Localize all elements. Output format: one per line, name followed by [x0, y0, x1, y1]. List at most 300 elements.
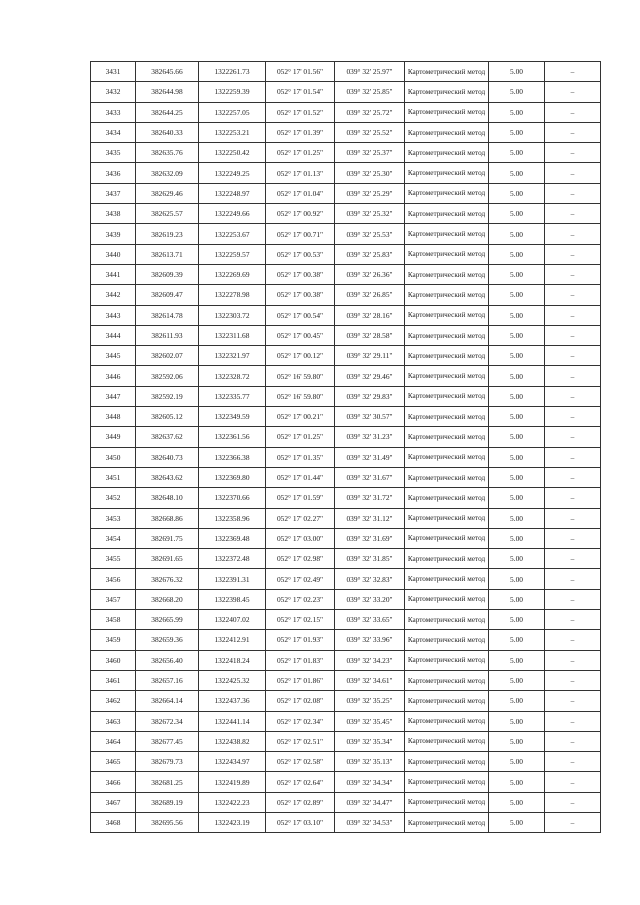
note-cell: –	[545, 731, 601, 751]
latitude-cell: 052° 17' 01.52"	[266, 102, 335, 122]
method-cell: Картометрический метод	[405, 346, 489, 366]
note-cell: –	[545, 508, 601, 528]
y-coordinate-cell: 1322249.66	[199, 204, 266, 224]
accuracy-cell: 5.00	[489, 264, 545, 284]
point-number-cell: 3438	[91, 204, 136, 224]
latitude-cell: 052° 17' 01.04"	[266, 183, 335, 203]
point-number-cell: 3451	[91, 467, 136, 487]
longitude-cell: 039° 32' 25.83"	[335, 244, 405, 264]
longitude-cell: 039° 32' 31.23"	[335, 427, 405, 447]
y-coordinate-cell: 1322391.31	[199, 569, 266, 589]
latitude-cell: 052° 17' 02.64"	[266, 772, 335, 792]
method-cell: Картометрический метод	[405, 163, 489, 183]
longitude-cell: 039° 32' 33.20"	[335, 589, 405, 609]
y-coordinate-cell: 1322369.80	[199, 467, 266, 487]
note-cell: –	[545, 386, 601, 406]
table-row	[91, 812, 601, 832]
y-coordinate-cell: 1322321.97	[199, 346, 266, 366]
latitude-cell: 052° 17' 00.54"	[266, 305, 335, 325]
point-number-cell: 3431	[91, 62, 136, 82]
method-cell: Картометрический метод	[405, 630, 489, 650]
point-number-cell: 3463	[91, 711, 136, 731]
note-cell: –	[545, 366, 601, 386]
method-cell: Картометрический метод	[405, 143, 489, 163]
table-row	[91, 447, 601, 467]
x-coordinate-cell: 382611.93	[136, 325, 199, 345]
accuracy-cell: 5.00	[489, 325, 545, 345]
note-cell: –	[545, 569, 601, 589]
point-number-cell: 3462	[91, 691, 136, 711]
note-cell: –	[545, 691, 601, 711]
x-coordinate-cell: 382613.71	[136, 244, 199, 264]
y-coordinate-cell: 1322303.72	[199, 305, 266, 325]
point-number-cell: 3448	[91, 407, 136, 427]
accuracy-cell: 5.00	[489, 549, 545, 569]
point-number-cell: 3446	[91, 366, 136, 386]
accuracy-cell: 5.00	[489, 285, 545, 305]
y-coordinate-cell: 1322423.19	[199, 812, 266, 832]
accuracy-cell: 5.00	[489, 143, 545, 163]
y-coordinate-cell: 1322349.59	[199, 407, 266, 427]
table-row	[91, 792, 601, 812]
note-cell: –	[545, 427, 601, 447]
longitude-cell: 039° 32' 25.97"	[335, 62, 405, 82]
note-cell: –	[545, 204, 601, 224]
method-cell: Картометрический метод	[405, 407, 489, 427]
accuracy-cell: 5.00	[489, 691, 545, 711]
x-coordinate-cell: 382619.23	[136, 224, 199, 244]
x-coordinate-cell: 382643.62	[136, 467, 199, 487]
note-cell: –	[545, 143, 601, 163]
latitude-cell: 052° 17' 01.35"	[266, 447, 335, 467]
y-coordinate-cell: 1322438.82	[199, 731, 266, 751]
accuracy-cell: 5.00	[489, 244, 545, 264]
x-coordinate-cell: 382665.99	[136, 610, 199, 630]
y-coordinate-cell: 1322361.56	[199, 427, 266, 447]
accuracy-cell: 5.00	[489, 183, 545, 203]
table-row	[91, 549, 601, 569]
accuracy-cell: 5.00	[489, 812, 545, 832]
note-cell: –	[545, 244, 601, 264]
accuracy-cell: 5.00	[489, 62, 545, 82]
x-coordinate-cell: 382691.65	[136, 549, 199, 569]
point-number-cell: 3434	[91, 122, 136, 142]
accuracy-cell: 5.00	[489, 447, 545, 467]
x-coordinate-cell: 382657.16	[136, 670, 199, 690]
note-cell: –	[545, 285, 601, 305]
y-coordinate-cell: 1322441.14	[199, 711, 266, 731]
latitude-cell: 052° 17' 01.59"	[266, 488, 335, 508]
method-cell: Картометрический метод	[405, 183, 489, 203]
table-row	[91, 285, 601, 305]
longitude-cell: 039° 32' 31.49"	[335, 447, 405, 467]
note-cell: –	[545, 630, 601, 650]
longitude-cell: 039° 32' 31.67"	[335, 467, 405, 487]
x-coordinate-cell: 382679.73	[136, 752, 199, 772]
y-coordinate-cell: 1322335.77	[199, 386, 266, 406]
point-number-cell: 3466	[91, 772, 136, 792]
x-coordinate-cell: 382656.40	[136, 650, 199, 670]
table-row	[91, 122, 601, 142]
method-cell: Картометрический метод	[405, 386, 489, 406]
method-cell: Картометрический метод	[405, 772, 489, 792]
point-number-cell: 3460	[91, 650, 136, 670]
note-cell: –	[545, 650, 601, 670]
longitude-cell: 039° 32' 25.29"	[335, 183, 405, 203]
table-row	[91, 467, 601, 487]
y-coordinate-cell: 1322253.21	[199, 122, 266, 142]
point-number-cell: 3442	[91, 285, 136, 305]
method-cell: Картометрический метод	[405, 670, 489, 690]
x-coordinate-cell: 382592.06	[136, 366, 199, 386]
table-row	[91, 325, 601, 345]
point-number-cell: 3433	[91, 102, 136, 122]
method-cell: Картометрический метод	[405, 731, 489, 751]
method-cell: Картометрический метод	[405, 589, 489, 609]
y-coordinate-cell: 1322434.97	[199, 752, 266, 772]
x-coordinate-cell: 382609.47	[136, 285, 199, 305]
accuracy-cell: 5.00	[489, 508, 545, 528]
latitude-cell: 052° 17' 00.45"	[266, 325, 335, 345]
latitude-cell: 052° 17' 00.38"	[266, 285, 335, 305]
latitude-cell: 052° 17' 01.25"	[266, 427, 335, 447]
y-coordinate-cell: 1322248.97	[199, 183, 266, 203]
longitude-cell: 039° 32' 34.61"	[335, 670, 405, 690]
latitude-cell: 052° 16' 59.80"	[266, 366, 335, 386]
longitude-cell: 039° 32' 25.52"	[335, 122, 405, 142]
table-row	[91, 407, 601, 427]
point-number-cell: 3437	[91, 183, 136, 203]
latitude-cell: 052° 17' 00.53"	[266, 244, 335, 264]
note-cell: –	[545, 752, 601, 772]
longitude-cell: 039° 32' 31.69"	[335, 528, 405, 548]
note-cell: –	[545, 224, 601, 244]
note-cell: –	[545, 610, 601, 630]
longitude-cell: 039° 32' 35.13"	[335, 752, 405, 772]
accuracy-cell: 5.00	[489, 427, 545, 447]
point-number-cell: 3441	[91, 264, 136, 284]
point-number-cell: 3458	[91, 610, 136, 630]
table-row	[91, 630, 601, 650]
note-cell: –	[545, 447, 601, 467]
table-row	[91, 508, 601, 528]
table-row	[91, 650, 601, 670]
table-row	[91, 691, 601, 711]
table-row	[91, 183, 601, 203]
accuracy-cell: 5.00	[489, 204, 545, 224]
x-coordinate-cell: 382592.19	[136, 386, 199, 406]
table-row	[91, 143, 601, 163]
latitude-cell: 052° 17' 02.58"	[266, 752, 335, 772]
point-number-cell: 3436	[91, 163, 136, 183]
coordinates-table	[90, 61, 601, 833]
y-coordinate-cell: 1322418.24	[199, 650, 266, 670]
accuracy-cell: 5.00	[489, 752, 545, 772]
note-cell: –	[545, 325, 601, 345]
point-number-cell: 3456	[91, 569, 136, 589]
table-row	[91, 427, 601, 447]
y-coordinate-cell: 1322369.48	[199, 528, 266, 548]
longitude-cell: 039° 32' 33.96"	[335, 630, 405, 650]
x-coordinate-cell: 382659.36	[136, 630, 199, 650]
accuracy-cell: 5.00	[489, 224, 545, 244]
latitude-cell: 052° 17' 02.89"	[266, 792, 335, 812]
point-number-cell: 3432	[91, 82, 136, 102]
note-cell: –	[545, 305, 601, 325]
note-cell: –	[545, 102, 601, 122]
latitude-cell: 052° 17' 03.00"	[266, 528, 335, 548]
table-row	[91, 589, 601, 609]
note-cell: –	[545, 183, 601, 203]
method-cell: Картометрический метод	[405, 285, 489, 305]
longitude-cell: 039° 32' 25.72"	[335, 102, 405, 122]
y-coordinate-cell: 1322261.73	[199, 62, 266, 82]
x-coordinate-cell: 382602.07	[136, 346, 199, 366]
point-number-cell: 3447	[91, 386, 136, 406]
y-coordinate-cell: 1322407.02	[199, 610, 266, 630]
note-cell: –	[545, 122, 601, 142]
point-number-cell: 3461	[91, 670, 136, 690]
y-coordinate-cell: 1322257.05	[199, 102, 266, 122]
table-row	[91, 752, 601, 772]
note-cell: –	[545, 346, 601, 366]
x-coordinate-cell: 382609.39	[136, 264, 199, 284]
longitude-cell: 039° 32' 35.25"	[335, 691, 405, 711]
longitude-cell: 039° 32' 29.83"	[335, 386, 405, 406]
table-row	[91, 102, 601, 122]
method-cell: Картометрический метод	[405, 447, 489, 467]
y-coordinate-cell: 1322425.32	[199, 670, 266, 690]
latitude-cell: 052° 17' 02.27"	[266, 508, 335, 528]
latitude-cell: 052° 17' 01.39"	[266, 122, 335, 142]
longitude-cell: 039° 32' 25.53"	[335, 224, 405, 244]
note-cell: –	[545, 467, 601, 487]
method-cell: Картометрический метод	[405, 102, 489, 122]
method-cell: Картометрический метод	[405, 508, 489, 528]
x-coordinate-cell: 382640.33	[136, 122, 199, 142]
point-number-cell: 3439	[91, 224, 136, 244]
longitude-cell: 039° 32' 34.23"	[335, 650, 405, 670]
method-cell: Картометрический метод	[405, 82, 489, 102]
note-cell: –	[545, 62, 601, 82]
accuracy-cell: 5.00	[489, 630, 545, 650]
note-cell: –	[545, 792, 601, 812]
point-number-cell: 3457	[91, 589, 136, 609]
accuracy-cell: 5.00	[489, 305, 545, 325]
latitude-cell: 052° 17' 01.25"	[266, 143, 335, 163]
y-coordinate-cell: 1322437.36	[199, 691, 266, 711]
method-cell: Картометрический метод	[405, 528, 489, 548]
accuracy-cell: 5.00	[489, 407, 545, 427]
method-cell: Картометрический метод	[405, 224, 489, 244]
point-number-cell: 3455	[91, 549, 136, 569]
method-cell: Картометрический метод	[405, 569, 489, 589]
table-row	[91, 528, 601, 548]
method-cell: Картометрический метод	[405, 244, 489, 264]
table-row	[91, 305, 601, 325]
point-number-cell: 3467	[91, 792, 136, 812]
method-cell: Картометрический метод	[405, 691, 489, 711]
longitude-cell: 039° 32' 34.47"	[335, 792, 405, 812]
accuracy-cell: 5.00	[489, 122, 545, 142]
longitude-cell: 039° 32' 35.34"	[335, 731, 405, 751]
x-coordinate-cell: 382644.25	[136, 102, 199, 122]
x-coordinate-cell: 382605.12	[136, 407, 199, 427]
method-cell: Картометрический метод	[405, 711, 489, 731]
point-number-cell: 3459	[91, 630, 136, 650]
x-coordinate-cell: 382645.66	[136, 62, 199, 82]
y-coordinate-cell: 1322269.69	[199, 264, 266, 284]
table-row	[91, 731, 601, 751]
accuracy-cell: 5.00	[489, 670, 545, 690]
note-cell: –	[545, 549, 601, 569]
note-cell: –	[545, 264, 601, 284]
x-coordinate-cell: 382681.25	[136, 772, 199, 792]
x-coordinate-cell: 382668.20	[136, 589, 199, 609]
table-row	[91, 346, 601, 366]
x-coordinate-cell: 382668.86	[136, 508, 199, 528]
x-coordinate-cell: 382637.62	[136, 427, 199, 447]
method-cell: Картометрический метод	[405, 325, 489, 345]
y-coordinate-cell: 1322422.23	[199, 792, 266, 812]
longitude-cell: 039° 32' 25.85"	[335, 82, 405, 102]
latitude-cell: 052° 17' 03.10"	[266, 812, 335, 832]
method-cell: Картометрический метод	[405, 488, 489, 508]
longitude-cell: 039° 32' 31.12"	[335, 508, 405, 528]
longitude-cell: 039° 32' 31.72"	[335, 488, 405, 508]
table-row	[91, 244, 601, 264]
table-row	[91, 366, 601, 386]
y-coordinate-cell: 1322278.98	[199, 285, 266, 305]
longitude-cell: 039° 32' 25.30"	[335, 163, 405, 183]
y-coordinate-cell: 1322250.42	[199, 143, 266, 163]
note-cell: –	[545, 163, 601, 183]
table-row	[91, 711, 601, 731]
latitude-cell: 052° 17' 01.56"	[266, 62, 335, 82]
accuracy-cell: 5.00	[489, 589, 545, 609]
latitude-cell: 052° 17' 01.93"	[266, 630, 335, 650]
table-row	[91, 204, 601, 224]
note-cell: –	[545, 82, 601, 102]
method-cell: Картометрический метод	[405, 792, 489, 812]
table-row	[91, 386, 601, 406]
accuracy-cell: 5.00	[489, 772, 545, 792]
accuracy-cell: 5.00	[489, 569, 545, 589]
latitude-cell: 052° 17' 00.21"	[266, 407, 335, 427]
longitude-cell: 039° 32' 25.32"	[335, 204, 405, 224]
method-cell: Картометрический метод	[405, 264, 489, 284]
x-coordinate-cell: 382644.98	[136, 82, 199, 102]
method-cell: Картометрический метод	[405, 122, 489, 142]
accuracy-cell: 5.00	[489, 467, 545, 487]
latitude-cell: 052° 16' 59.80"	[266, 386, 335, 406]
accuracy-cell: 5.00	[489, 650, 545, 670]
x-coordinate-cell: 382629.46	[136, 183, 199, 203]
y-coordinate-cell: 1322259.57	[199, 244, 266, 264]
point-number-cell: 3453	[91, 508, 136, 528]
point-number-cell: 3454	[91, 528, 136, 548]
point-number-cell: 3452	[91, 488, 136, 508]
longitude-cell: 039° 32' 32.83"	[335, 569, 405, 589]
y-coordinate-cell: 1322398.45	[199, 589, 266, 609]
table-row	[91, 82, 601, 102]
latitude-cell: 052° 17' 02.34"	[266, 711, 335, 731]
longitude-cell: 039° 32' 26.85"	[335, 285, 405, 305]
y-coordinate-cell: 1322366.38	[199, 447, 266, 467]
note-cell: –	[545, 812, 601, 832]
x-coordinate-cell: 382625.57	[136, 204, 199, 224]
y-coordinate-cell: 1322370.66	[199, 488, 266, 508]
longitude-cell: 039° 32' 33.65"	[335, 610, 405, 630]
x-coordinate-cell: 382648.10	[136, 488, 199, 508]
longitude-cell: 039° 32' 31.85"	[335, 549, 405, 569]
table-row	[91, 264, 601, 284]
y-coordinate-cell: 1322412.91	[199, 630, 266, 650]
longitude-cell: 039° 32' 28.58"	[335, 325, 405, 345]
y-coordinate-cell: 1322249.25	[199, 163, 266, 183]
latitude-cell: 052° 17' 01.54"	[266, 82, 335, 102]
method-cell: Картометрический метод	[405, 812, 489, 832]
latitude-cell: 052° 17' 01.44"	[266, 467, 335, 487]
method-cell: Картометрический метод	[405, 62, 489, 82]
latitude-cell: 052° 17' 00.71"	[266, 224, 335, 244]
note-cell: –	[545, 589, 601, 609]
accuracy-cell: 5.00	[489, 792, 545, 812]
x-coordinate-cell: 382664.14	[136, 691, 199, 711]
y-coordinate-cell: 1322259.39	[199, 82, 266, 102]
table-row	[91, 772, 601, 792]
latitude-cell: 052° 17' 01.13"	[266, 163, 335, 183]
method-cell: Картометрический метод	[405, 610, 489, 630]
latitude-cell: 052° 17' 02.15"	[266, 610, 335, 630]
accuracy-cell: 5.00	[489, 488, 545, 508]
point-number-cell: 3468	[91, 812, 136, 832]
longitude-cell: 039° 32' 25.37"	[335, 143, 405, 163]
point-number-cell: 3449	[91, 427, 136, 447]
point-number-cell: 3465	[91, 752, 136, 772]
latitude-cell: 052° 17' 02.08"	[266, 691, 335, 711]
y-coordinate-cell: 1322419.89	[199, 772, 266, 792]
latitude-cell: 052° 17' 01.83"	[266, 650, 335, 670]
point-number-cell: 3445	[91, 346, 136, 366]
x-coordinate-cell: 382689.19	[136, 792, 199, 812]
accuracy-cell: 5.00	[489, 528, 545, 548]
latitude-cell: 052° 17' 01.86"	[266, 670, 335, 690]
note-cell: –	[545, 772, 601, 792]
accuracy-cell: 5.00	[489, 711, 545, 731]
longitude-cell: 039° 32' 29.46"	[335, 366, 405, 386]
x-coordinate-cell: 382635.76	[136, 143, 199, 163]
table-row	[91, 488, 601, 508]
table-row	[91, 62, 601, 82]
x-coordinate-cell: 382676.32	[136, 569, 199, 589]
point-number-cell: 3444	[91, 325, 136, 345]
method-cell: Картометрический метод	[405, 467, 489, 487]
longitude-cell: 039° 32' 35.45"	[335, 711, 405, 731]
longitude-cell: 039° 32' 30.57"	[335, 407, 405, 427]
method-cell: Картометрический метод	[405, 752, 489, 772]
table-row	[91, 670, 601, 690]
method-cell: Картометрический метод	[405, 305, 489, 325]
table-body	[91, 62, 601, 833]
latitude-cell: 052° 17' 02.51"	[266, 731, 335, 751]
accuracy-cell: 5.00	[489, 163, 545, 183]
note-cell: –	[545, 488, 601, 508]
latitude-cell: 052° 17' 02.98"	[266, 549, 335, 569]
note-cell: –	[545, 528, 601, 548]
accuracy-cell: 5.00	[489, 346, 545, 366]
method-cell: Картометрический метод	[405, 427, 489, 447]
